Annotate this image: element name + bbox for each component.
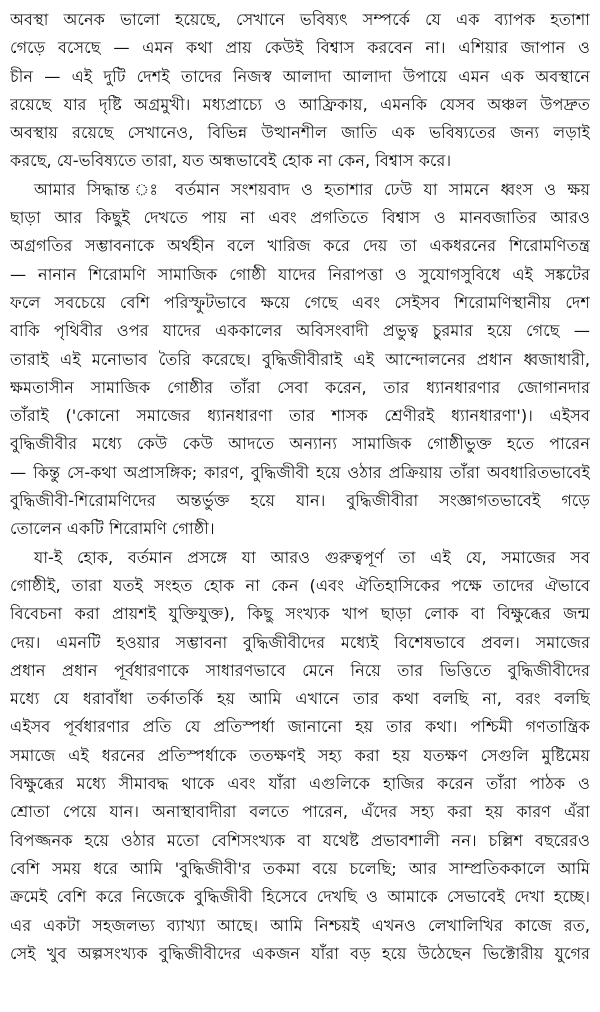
text-line: বুদ্ধিজীবীর মধ্যে কেউ কেউ আদতে অন্যান্য সামাজিক গোষ্ঠীভুক্ত হতে পারেন xyxy=(10,434,590,454)
text-line: রয়েছে যার দৃষ্টি অগ্রমুখী। মধ্যপ্রাচ্যে ও আফ্রিকায়, এমনকি যেসব অঞ্চল উপদ্রুত xyxy=(10,94,590,114)
text-line: যা-ই হোক, বর্তমান প্রসঙ্গে যা আরও গুরুত্বপূর্ণ তা এই যে, সমাজের সব xyxy=(34,547,590,567)
text-line: শ্রোতা পেয়ে যান। অনাস্থাবাদীরা বলতে পারেন, এঁদের সহ্য করা হয় কারণ এঁরা xyxy=(10,802,590,822)
text-line: অবস্থা অনেক ভালো হয়েছে, সেখানে ভবিষ্যৎ সম্পর্কে যে এক ব্যাপক হতাশা xyxy=(10,10,590,29)
text-line: তোলেন একটি শিরোমণি গোষ্ঠী। xyxy=(10,519,215,539)
text-line: বিবেচনা করা প্রায়শই যুক্তিযুক্ত), কিছু সংখ্যক খাপ ছাড়া লোক বা বিক্ষুব্ধের জন্ম xyxy=(10,604,590,624)
text-line: ছাড়া আর কিছুই দেখতে পায় না এবং প্রগতিতে বিশ্বাস ও মানবজাতির আরও xyxy=(10,208,590,228)
text-line: অবস্থায় রয়েছে সেখানেও, বিভিন্ন উত্থানশীল জাতি এক ভবিষ্যতের জন্য লড়াই xyxy=(10,123,590,143)
text-line: বিক্ষুব্ধের মধ্যে সীমাবদ্ধ থাকে এবং যাঁরা এগুলিকে হাজির করেন তাঁরা পাঠক ও xyxy=(10,774,590,794)
text-line: চীন — এই দুটি দেশই তাদের নিজস্ব আলাদা আলাদা উপায়ে এমন এক অবস্থানে xyxy=(10,66,590,86)
text-line: তাঁরাই ('কোনো সমাজের ধ্যানধারণা তার শাসক শ্রেণীরই ধ্যানধারণা')। এইসব xyxy=(10,406,590,426)
text-line: বেশি সময় ধরে আমি 'বুদ্ধিজীবী'র তকমা বয়ে চলেছি; আর সাম্প্রতিককালে আমি xyxy=(10,858,590,878)
text-line: প্রধান প্রধান পূর্বধারণাকে সাধারণভাবে মেনে নিয়ে তার ভিত্তিতে বুদ্ধিজীবীদের xyxy=(10,660,590,680)
text-line: সেই খুব অল্পসংখ্যক বুদ্ধিজীবীদের একজন যাঁরা বড় হয়ে উঠেছেন ভিক্টোরীয় যুগের xyxy=(10,943,590,963)
text-line: ফলে সবচেয়ে বেশি পরিস্ফুটভাবে ক্ষয়ে গেছে এবং সেইসব শিরোমণিস্থানীয় দেশ xyxy=(10,292,590,312)
text-line: তারাই এই মনোভাব তৈরি করেছে। বুদ্ধিজীবীরাই এই আন্দোলনের প্রধান ধ্বজাধারী, xyxy=(10,349,590,369)
text-line: বিপজ্জনক হয়ে ওঠার মতো বেশিসংখ্যক বা যথেষ্ট প্রভাবশালী নন। চল্লিশ বছরেরও xyxy=(10,830,590,850)
text-line: গেড়ে বসেছে — এমন কথা প্রায় কেউই বিশ্বাস করবেন না। এশিয়ার জাপান ও xyxy=(10,38,590,58)
text-line: ক্রমেই বেশি করে নিজেকে বুদ্ধিজীবী হিসেবে দেখছি ও আমাকে সেভাবেই দেখা হচ্ছে। xyxy=(10,887,590,907)
text-line: — কিন্তু সে-কথা অপ্রাসঙ্গিক; কারণ, বুদ্ধিজীবী হয়ে ওঠার প্রক্রিয়ায় তাঁরা অবধারিতভাবেই xyxy=(10,462,590,482)
text-line: ক্ষমতাসীন সামাজিক গোষ্ঠীর তাঁরা সেবা করেন, তার ধ্যানধারণার জোগানদার xyxy=(10,377,590,397)
text-line: অগ্রগতির সম্ভাবনাকে অর্থহীন বলে খারিজ করে দেয় তা একধরনের শিরোমণিতন্ত্র xyxy=(10,236,590,256)
text-line: মধ্যে যে ধরাবাঁধা তর্কাতর্কি হয় আমি এখানে তার কথা বলছি না, বরং বলছি xyxy=(10,689,590,709)
text-line: আমার সিদ্ধান্ত ঃ বর্তমান সংশয়বাদ ও হতাশার ঢেউ যা সামনে ধ্বংস ও ক্ষয় xyxy=(34,179,590,199)
text-line: — নানান শিরোমণি সামাজিক গোষ্ঠী যাদের নিরাপত্তা ও সুযোগসুবিধে এই সঙ্কটের xyxy=(10,264,590,284)
text-line: এইসব পূর্বধারণার প্রতি যে প্রতিস্পর্ধা জানানো হয় তার কথা। পশ্চিমী গণতান্ত্রিক xyxy=(10,717,590,737)
text-line: বুদ্ধিজীবী-শিরোমণিদের অন্তর্ভুক্ত হয়ে যান। বুদ্ধিজীবীরা সংজ্ঞাগতভাবেই গড়ে xyxy=(10,491,590,511)
text-line: করছে, যে-ভবিষ্যতে তারা, যত অন্ধভাবেই হোক না কেন, বিশ্বাস করে। xyxy=(10,151,452,171)
text-line: সমাজে এই ধরনের প্রতিস্পর্ধাকে ততক্ষণই সহ্য করা হয় যতক্ষণ সেগুলি মুষ্টিমেয় xyxy=(10,745,590,765)
text-line: এর একটা সহজলভ্য ব্যাখ্যা আছে। আমি নিশ্চয়ই এখনও লেখালিখির কাজে রত, xyxy=(10,915,590,935)
text-line: বাকি পৃথিবীর ওপর যাদের এককালের অবিসংবাদী প্রভুত্ব চুরমার হয়ে গেছে — xyxy=(10,321,590,341)
text-line: দেয়। এমনটি হওয়ার সম্ভাবনা বুদ্ধিজীবীদের মধ্যেই বিশেষভাবে প্রবল। সমাজের xyxy=(10,632,590,652)
text-line: গোষ্ঠীই, তারা যতই সংহত হোক না কেন (এবং ঐতিহাসিকের পক্ষে তাদের ঐভাবে xyxy=(10,575,590,595)
